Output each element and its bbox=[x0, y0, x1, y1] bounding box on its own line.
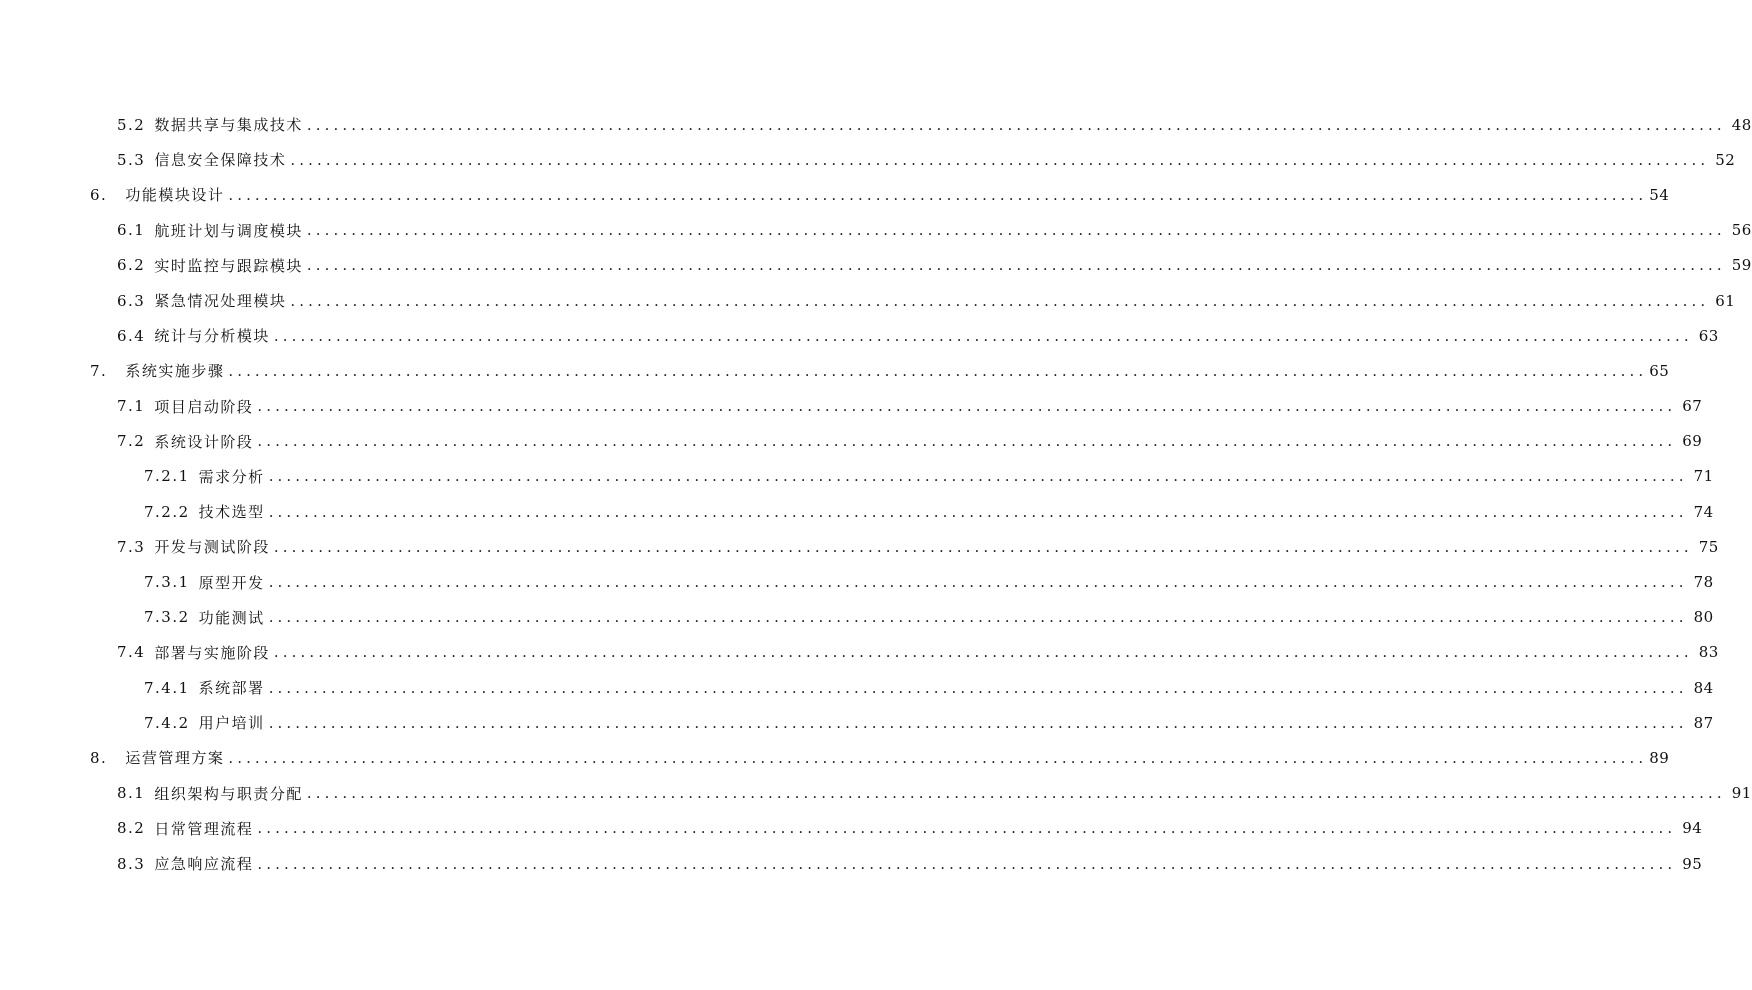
table-of-contents bbox=[0, 107, 1752, 881]
toc-dot-leader: ................................................................................................................................................................ bbox=[257, 432, 1677, 451]
toc-entry-number: 7.4.1 bbox=[144, 678, 190, 697]
toc-entry-title: 紧急情况处理模块 bbox=[154, 292, 287, 311]
toc-entry-page-number: 56 bbox=[1731, 221, 1752, 240]
toc-entry-number: 6.3 bbox=[117, 291, 146, 310]
toc-entry-title: 统计与分析模块 bbox=[154, 327, 270, 346]
toc-entry-title: 原型开发 bbox=[198, 573, 265, 592]
toc-dot-leader: ................................................................................................................................................................ bbox=[228, 361, 1648, 380]
toc-dot-leader: ................................................................................................................................................................ bbox=[268, 467, 1688, 486]
toc-entry-page-number: 84 bbox=[1693, 678, 1714, 697]
toc-entry-page-number: 63 bbox=[1698, 326, 1719, 345]
toc-dot-leader: ................................................................................................................................................................ bbox=[273, 643, 1693, 662]
toc-entry-page-number: 80 bbox=[1693, 608, 1714, 627]
toc-entry-number: 5.3 bbox=[117, 150, 146, 169]
toc-entry-page-number: 83 bbox=[1698, 643, 1719, 662]
toc-entry-page-number: 89 bbox=[1649, 748, 1670, 767]
toc-entry-page-number: 95 bbox=[1682, 854, 1703, 873]
toc-entry[interactable] bbox=[0, 564, 1714, 599]
toc-entry-title: 系统实施步骤 bbox=[125, 362, 225, 381]
toc-entry[interactable] bbox=[0, 811, 1703, 846]
toc-entry[interactable] bbox=[0, 283, 1736, 318]
toc-entry-page-number: 69 bbox=[1682, 432, 1703, 451]
toc-dot-leader: ................................................................................................................................................................ bbox=[228, 748, 1648, 767]
toc-entry-page-number: 71 bbox=[1693, 467, 1714, 486]
toc-dot-leader: ................................................................................................................................................................ bbox=[257, 854, 1677, 873]
toc-entry[interactable] bbox=[0, 529, 1719, 564]
toc-entry-title: 开发与测试阶段 bbox=[154, 538, 270, 557]
toc-entry[interactable] bbox=[0, 459, 1714, 494]
toc-entry[interactable] bbox=[0, 177, 1670, 212]
toc-entry-page-number: 61 bbox=[1715, 291, 1736, 310]
toc-entry[interactable] bbox=[0, 740, 1670, 775]
toc-entry[interactable] bbox=[0, 142, 1736, 177]
toc-entry-number: 7.1 bbox=[117, 397, 146, 416]
toc-entry[interactable] bbox=[0, 318, 1719, 353]
toc-dot-leader: ................................................................................................................................................................ bbox=[268, 573, 1688, 592]
toc-entry-title: 实时监控与跟踪模块 bbox=[154, 256, 303, 275]
toc-entry-number: 7.2 bbox=[117, 432, 146, 451]
toc-entry-number: 6. bbox=[90, 185, 108, 204]
toc-entry-number: 7.3.1 bbox=[144, 573, 190, 592]
toc-dot-leader: ................................................................................................................................................................ bbox=[273, 537, 1693, 556]
toc-entry-title: 航班计划与调度模块 bbox=[154, 221, 303, 240]
toc-entry-title: 数据共享与集成技术 bbox=[154, 116, 303, 135]
toc-entry-title: 运营管理方案 bbox=[125, 749, 225, 768]
toc-entry-number: 7.4 bbox=[117, 643, 146, 662]
toc-entry-page-number: 74 bbox=[1693, 502, 1714, 521]
toc-entry-title: 功能模块设计 bbox=[125, 186, 225, 205]
toc-entry-number: 7.2.2 bbox=[144, 502, 190, 521]
toc-entry-page-number: 67 bbox=[1682, 397, 1703, 416]
toc-dot-leader: ................................................................................................................................................................ bbox=[290, 291, 1710, 310]
toc-dot-leader: ................................................................................................................................................................ bbox=[273, 326, 1693, 345]
toc-entry-number: 7. bbox=[90, 361, 108, 380]
toc-entry-title: 部署与实施阶段 bbox=[154, 643, 270, 662]
toc-entry-title: 应急响应流程 bbox=[154, 855, 254, 874]
toc-entry-title: 用户培训 bbox=[198, 714, 265, 733]
toc-entry-title: 组织架构与职责分配 bbox=[154, 784, 303, 803]
toc-entry-title: 系统部署 bbox=[198, 679, 265, 698]
toc-entry-number: 7.2.1 bbox=[144, 467, 190, 486]
toc-entry[interactable] bbox=[0, 670, 1714, 705]
toc-entry[interactable] bbox=[0, 846, 1703, 881]
toc-entry-page-number: 78 bbox=[1693, 573, 1714, 592]
toc-entry[interactable] bbox=[0, 635, 1719, 670]
toc-entry-number: 6.1 bbox=[117, 221, 146, 240]
toc-dot-leader: ................................................................................................................................................................ bbox=[257, 397, 1677, 416]
toc-entry-title: 日常管理流程 bbox=[154, 819, 254, 838]
toc-dot-leader: ................................................................................................................................................................ bbox=[306, 784, 1726, 803]
toc-entry-number: 6.4 bbox=[117, 326, 146, 345]
toc-dot-leader: ................................................................................................................................................................ bbox=[290, 150, 1710, 169]
toc-entry-number: 5.2 bbox=[117, 115, 146, 134]
toc-entry-number: 7.4.2 bbox=[144, 713, 190, 732]
toc-entry-number: 8. bbox=[90, 748, 108, 767]
toc-entry-page-number: 87 bbox=[1693, 713, 1714, 732]
toc-entry[interactable] bbox=[0, 705, 1714, 740]
toc-dot-leader: ................................................................................................................................................................ bbox=[268, 502, 1688, 521]
toc-entry-title: 信息安全保障技术 bbox=[154, 151, 287, 170]
toc-entry-title: 系统设计阶段 bbox=[154, 432, 254, 451]
toc-entry-title: 功能测试 bbox=[198, 608, 265, 627]
toc-entry-page-number: 52 bbox=[1715, 150, 1736, 169]
toc-entry-title: 需求分析 bbox=[198, 467, 265, 486]
toc-entry[interactable] bbox=[0, 107, 1752, 142]
toc-entry-number: 7.3.2 bbox=[144, 608, 190, 627]
toc-dot-leader: ................................................................................................................................................................ bbox=[306, 256, 1726, 275]
toc-entry[interactable] bbox=[0, 776, 1752, 811]
toc-entry-page-number: 48 bbox=[1731, 115, 1752, 134]
toc-entry[interactable] bbox=[0, 600, 1714, 635]
toc-dot-leader: ................................................................................................................................................................ bbox=[268, 713, 1688, 732]
toc-entry[interactable] bbox=[0, 213, 1752, 248]
toc-dot-leader: ................................................................................................................................................................ bbox=[306, 115, 1726, 134]
toc-entry-page-number: 94 bbox=[1682, 819, 1703, 838]
toc-entry-number: 8.3 bbox=[117, 854, 146, 873]
toc-entry[interactable] bbox=[0, 248, 1752, 283]
toc-entry-number: 8.1 bbox=[117, 784, 146, 803]
toc-dot-leader: ................................................................................................................................................................ bbox=[268, 608, 1688, 627]
toc-entry-page-number: 59 bbox=[1731, 256, 1752, 275]
toc-entry[interactable] bbox=[0, 353, 1670, 388]
toc-entry-number: 6.2 bbox=[117, 256, 146, 275]
toc-dot-leader: ................................................................................................................................................................ bbox=[228, 185, 1648, 204]
toc-entry-page-number: 75 bbox=[1698, 537, 1719, 556]
toc-entry-page-number: 91 bbox=[1731, 784, 1752, 803]
toc-entry-page-number: 54 bbox=[1649, 185, 1670, 204]
toc-dot-leader: ................................................................................................................................................................ bbox=[268, 678, 1688, 697]
toc-entry[interactable] bbox=[0, 389, 1703, 424]
toc-entry-title: 技术选型 bbox=[198, 503, 265, 522]
toc-entry-number: 7.3 bbox=[117, 537, 146, 556]
toc-entry-page-number: 65 bbox=[1649, 361, 1670, 380]
toc-dot-leader: ................................................................................................................................................................ bbox=[306, 221, 1726, 240]
toc-entry-title: 项目启动阶段 bbox=[154, 397, 254, 416]
toc-entry[interactable] bbox=[0, 424, 1703, 459]
toc-entry-number: 8.2 bbox=[117, 819, 146, 838]
toc-dot-leader: ................................................................................................................................................................ bbox=[257, 819, 1677, 838]
toc-entry[interactable] bbox=[0, 494, 1714, 529]
